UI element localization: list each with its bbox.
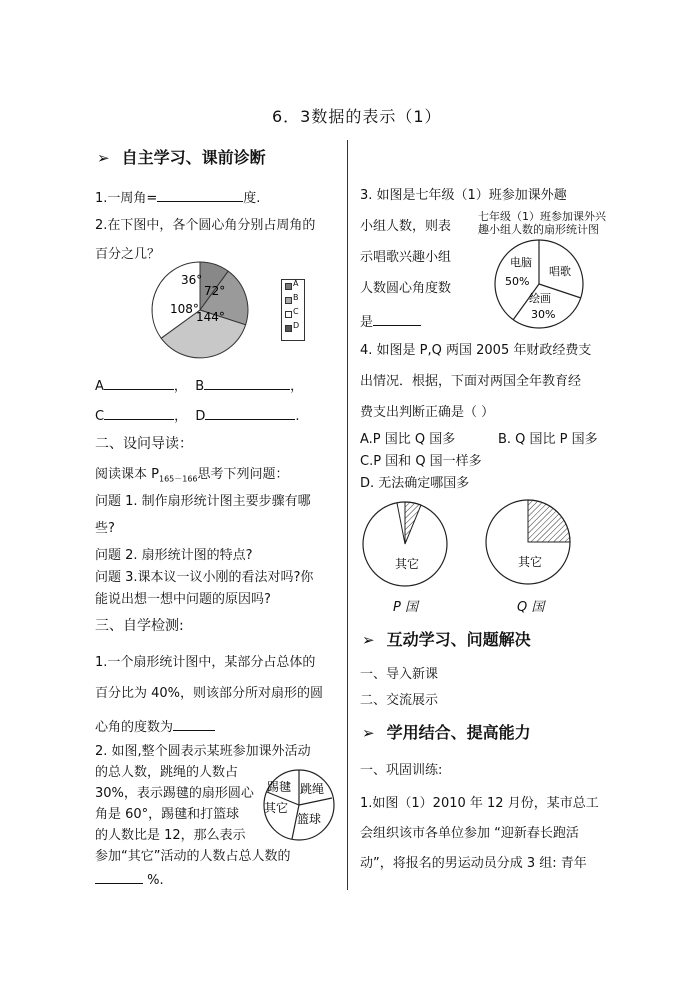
answer-blank-b[interactable]: [204, 376, 290, 390]
problem-1-line1: 问题 1. 制作扇形统计图主要步骤有哪: [95, 494, 311, 509]
pie3-label-painting: 绘画: [529, 292, 551, 305]
option-c[interactable]: C.P 国和 Q 国一样多: [360, 454, 482, 469]
question-4-line1: 4. 如图是 P,Q 两国 2005 年财政经费支: [360, 343, 592, 358]
answer-blank[interactable]: [373, 312, 421, 326]
check-2-line5: 的人数比是 12，那么表示: [95, 828, 246, 843]
problem-2: 问题 2. 扇形统计图的特点?: [95, 548, 253, 563]
pie-chart-p-country: [361, 500, 449, 588]
q-caption: Q 国: [517, 600, 545, 615]
check-2-line3: 30%，表示踢毽的扇形圆心: [95, 786, 254, 801]
pie1-legend: A B C D: [281, 279, 305, 341]
answer-blank[interactable]: [157, 188, 243, 202]
sub-intro: 一、导入新课: [360, 667, 439, 682]
question-4-line2: 出情况．根据，下面对两国全年教育经: [360, 374, 582, 389]
page-title: 6．3数据的表示（1）: [272, 107, 442, 126]
option-d[interactable]: D. 无法确定哪国多: [360, 476, 470, 491]
exercise-1-line3: 动”，将报名的男运动员分成 3 组: 青年: [360, 856, 587, 871]
pie1-label-108: 108°: [170, 302, 199, 316]
section-heading-interactive: ➢ 互动学习、问题解决: [362, 630, 531, 649]
check-2-line1: 2. 如图,整个圆表示某班参加课外活动: [95, 744, 311, 759]
problem-3-line2: 能说出想一想中问题的原因吗?: [95, 592, 271, 607]
q-other-label: 其它: [518, 555, 543, 569]
check-1-line1: 1.一个扇形统计图中，某部分占总体的: [95, 655, 316, 670]
check-2-line6: 参加“其它”活动的人数占总人数的: [95, 849, 291, 864]
question-2-line1: 2.在下图中，各个圆心角分别占周角的: [95, 218, 316, 233]
pie-chart-angles: [148, 258, 252, 362]
problem-3-line1: 问题 3.课本议一议小刚的看法对吗?你: [95, 570, 314, 585]
pie1-label-72: 72°: [204, 284, 226, 298]
pie-chart-q-country: [484, 498, 572, 586]
sub-exchange: 二、交流展示: [360, 693, 439, 708]
exercise-1-line2: 会组织该市各单位参加 “迎新春长跑活: [360, 826, 579, 841]
p-other-label: 其它: [395, 557, 420, 571]
answer-row-ab: A ， B ，: [95, 376, 303, 395]
column-divider: [347, 140, 348, 890]
check-2-line4: 角是 60°，踢毽和打篮球: [95, 807, 240, 822]
question-2-line2: 百分之几？: [95, 247, 161, 262]
pie3-label-singing: 唱歌: [549, 265, 571, 278]
question-3-line3: 示唱歌兴趣小组: [360, 250, 452, 265]
exercise-1-line1: 1.如图（1）2010 年 12 月份，某市总工: [360, 796, 599, 811]
pie2-label-basketball: 篮球: [297, 812, 322, 826]
answer-blank-d[interactable]: [205, 406, 295, 420]
section-heading-self-study: ➢ 自主学习、课前诊断: [97, 148, 266, 167]
pie1-label-144: 144°: [196, 310, 225, 324]
reading-instruction: 阅读课本 $P_{165-166}$思考下列问题：: [95, 467, 289, 484]
question-4-line3: 费支出判断正确是（ ）: [360, 405, 495, 420]
pie-chart-activities: [262, 768, 336, 842]
chevron-right-icon: ➢: [362, 631, 375, 649]
section-heading-guide: 二、设问导读：: [95, 436, 193, 452]
pie3-title-line2: 趣小组人数的扇形统计图: [478, 223, 599, 236]
pie2-label-tiaosheng: 跳绳: [300, 782, 325, 796]
question-1: 1.一周角= 度.: [95, 188, 260, 207]
problem-1-line2: 些?: [95, 521, 115, 536]
pie2-label-jianzi: 踢毽: [267, 780, 292, 794]
answer-row-cd: C ， D .: [95, 406, 300, 425]
pie3-label-computer: 电脑: [510, 256, 532, 269]
check-2-line2: 的总人数，跳绳的人数占: [95, 765, 239, 780]
question-3-line4: 人数圆心角度数: [360, 281, 452, 296]
question-3-line2: 小组人数，则表: [360, 219, 452, 234]
chevron-right-icon: ➢: [362, 724, 375, 742]
pie3-label-painting-pct: 30%: [531, 308, 556, 321]
q-education-slice: [528, 500, 570, 542]
check-1-line2: 百分比为 40%，则该部分所对扇形的圆: [95, 686, 324, 701]
answer-blank-a[interactable]: [104, 376, 174, 390]
answer-blank[interactable]: [173, 717, 215, 731]
chevron-right-icon: ➢: [97, 149, 110, 167]
answer-blank-c[interactable]: [104, 406, 174, 420]
question-3-line1: 3. 如图是七年级（1）班参加课外趣: [360, 188, 567, 203]
option-b[interactable]: B. Q 国比 P 国多: [498, 432, 598, 447]
option-a[interactable]: A.P 国比 Q 国多: [360, 432, 456, 447]
check-1-line3: 心角的度数为: [95, 717, 215, 736]
pie2-label-other: 其它: [264, 801, 289, 815]
question-3-line5: 是: [360, 312, 421, 331]
pie1-label-36: 36°: [181, 273, 203, 287]
section-heading-selfcheck: 三、自学检测:: [95, 618, 184, 634]
p-caption: P 国: [393, 600, 418, 615]
pie-chart-interest-groups: [493, 238, 585, 330]
section-heading-apply: ➢ 学用结合、提高能力: [362, 723, 531, 742]
answer-blank[interactable]: [95, 870, 143, 884]
check-2-line7: %.: [95, 870, 164, 889]
pie3-title-line1: 七年级（1）班参加课外兴: [478, 210, 606, 223]
sub-practice: 一、巩固训练:: [360, 763, 443, 778]
pie3-label-computer-pct: 50%: [505, 275, 530, 288]
